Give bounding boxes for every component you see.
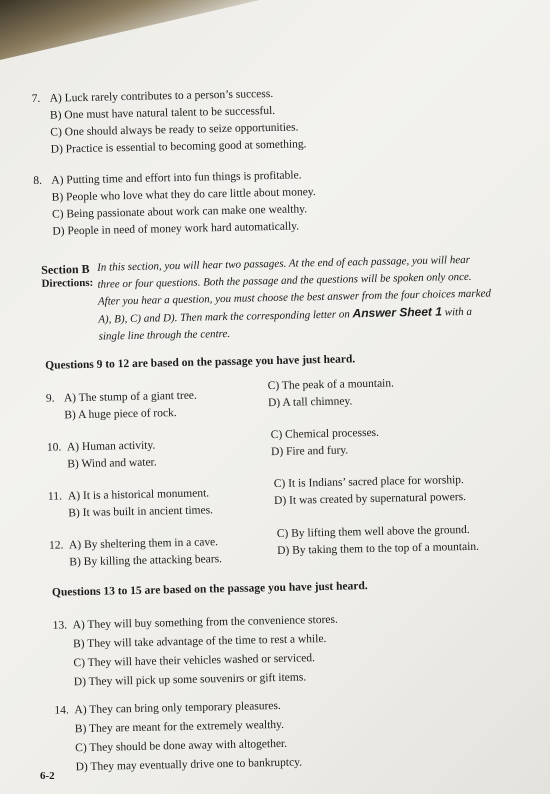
directions-text — [97, 251, 494, 345]
question-12-option-d: D) By taking them to the top of a mountain. — [277, 540, 480, 557]
question-number: 14. — [54, 704, 69, 717]
option-b: B) They will take advantage of the time to rest a while. — [72, 632, 327, 651]
answer-sheet-label: Answer Sheet 1 — [352, 304, 443, 321]
question-number: 10. — [46, 441, 62, 454]
option-b: B) They are meant for the extremely wealthy. — [74, 718, 285, 736]
option-d: D) Practice is essential to becoming good at something. — [50, 138, 307, 156]
question-number: 8. — [33, 174, 43, 188]
question-number: 12. — [48, 539, 64, 552]
question-number: 9. — [45, 392, 55, 405]
question-9-option-c: C) The peak of a mountain. — [267, 377, 395, 393]
question-number: 7. — [31, 92, 41, 106]
option-a: A) Putting time and effort into fun things is profitable. — [51, 169, 302, 187]
question-11-option-b: B) It was built in ancient times. — [68, 504, 214, 520]
option-b: B) One must have natural talent to be successful. — [49, 104, 276, 122]
question-12-option-b: B) By killing the attacking bears. — [69, 553, 223, 569]
question-10-option-b: B) Wind and water. — [67, 456, 157, 471]
option-a-text: A) Human activity. — [66, 439, 156, 454]
option-a-text: A) It is a historical monument. — [67, 487, 210, 503]
option-c: C) Being passionate about work can make one wealthy. — [51, 203, 308, 221]
question-10-option-c: C) Chemical processes. — [270, 426, 380, 442]
option-a: A) Luck rarely contributes to a person’s success. — [49, 87, 274, 105]
question-11-option-d: D) It was created by supernatural powers. — [273, 491, 467, 508]
question-8 — [33, 167, 316, 241]
directions-label: Directions: — [41, 276, 94, 290]
question-9-option-d: D) A tall chimney. — [267, 395, 353, 410]
question-14 — [54, 698, 302, 777]
question-9-option-b: B) A huge piece of rock. — [64, 407, 177, 422]
option-c: C) They will have their vehicles washed or serviced. — [73, 652, 316, 670]
section-title: Section B — [41, 261, 90, 277]
option-a-text: A) The stump of a giant tree. — [63, 389, 197, 405]
question-10-option-d: D) Fire and fury. — [270, 444, 349, 459]
option-d: D) People in need of money work hard automatically. — [52, 220, 300, 238]
question-7 — [31, 85, 306, 159]
question-10-option-a — [47, 440, 156, 454]
question-number: 11. — [47, 490, 63, 503]
question-number: 13. — [52, 619, 68, 632]
option-c: C) They should be done away with altogether. — [75, 737, 288, 755]
directions-body: In this section, you will hear two passages. At the end of each passage, you will hear three or four questions. Both the passage and the questions will be spoken only once. After you hear a question, you must choose the best answer from the four choices marked A), B), C) and D). Then mark the corresponding letter on — [97, 253, 492, 326]
questions-13-15-heading: Questions 13 to 15 are based on the passage you have just heard. — [51, 580, 368, 599]
option-a: A) They will buy something from the convenience stores. — [72, 613, 338, 632]
question-9-option-a — [46, 390, 197, 405]
option-c: C) One should always be ready to seize opportunities. — [50, 121, 299, 139]
option-a: A) They can bring only temporary pleasures. — [74, 699, 281, 717]
option-a-text: A) By sheltering them in a cave. — [68, 536, 219, 552]
question-13 — [53, 612, 340, 692]
page-number: 6-2 — [40, 770, 55, 782]
question-11-option-a — [48, 487, 209, 502]
option-d: D) They may eventually drive one to bankruptcy. — [75, 756, 303, 774]
option-d: D) They will pick up some souvenirs or gift items. — [73, 671, 307, 689]
question-12-option-a — [49, 536, 218, 552]
question-11-option-c: C) It is Indians’ sacred place for worship. — [273, 474, 464, 491]
directions-end: with a single line through the centre. — [98, 305, 473, 343]
question-12-option-c: C) By lifting them well above the ground. — [276, 523, 470, 540]
option-b: B) People who love what they do care little about money. — [51, 186, 316, 204]
questions-9-12-heading: Questions 9 to 12 are based on the passage you have just heard. — [45, 353, 356, 372]
